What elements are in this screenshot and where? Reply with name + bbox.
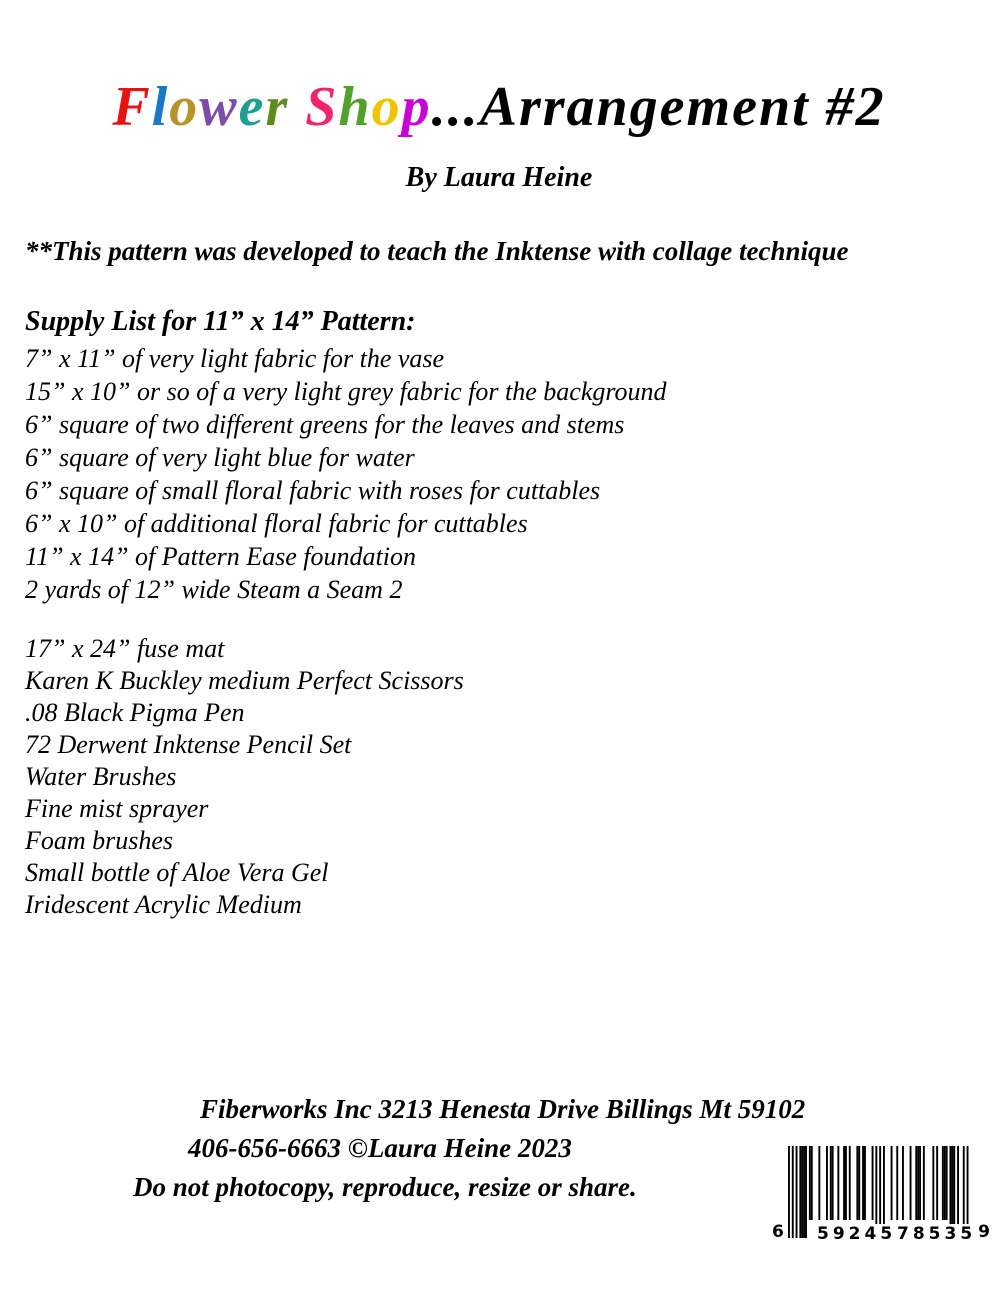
supply-list-item: 2 yards of 12” wide Steam a Seam 2	[25, 575, 403, 604]
supply-list-item: 6” square of very light blue for water	[25, 443, 415, 472]
byline: By Laura Heine	[405, 162, 593, 193]
supply-list-heading: Supply List for 11” x 14” Pattern:	[25, 306, 416, 337]
tools-list-item: Iridescent Acrylic Medium	[25, 890, 302, 919]
title-arrangement-text: ...Arrangement #2	[431, 76, 886, 138]
footer-address: Fiberworks Inc 3213 Henesta Drive Billings Mt 59102	[200, 1094, 806, 1124]
supply-list-item: 6” x 10” of additional floral fabric for cuttables	[25, 509, 528, 538]
upc-barcode	[770, 1144, 992, 1244]
tools-list-section	[25, 633, 975, 921]
barcode-right-digit: 9	[978, 1222, 990, 1242]
supply-list-item: 7” x 11” of very light fabric for the vase	[25, 344, 445, 373]
barcode-right-group: 78535	[897, 1224, 977, 1244]
pattern-note: **This pattern was developed to teach the Inktense with collage technique	[25, 236, 849, 266]
tools-list-item: Small bottle of Aloe Vera Gel	[25, 858, 329, 887]
page-title	[0, 72, 998, 142]
barcode-left-digit: 6	[772, 1222, 784, 1242]
tools-list-item: Fine mist sprayer	[25, 794, 209, 823]
tools-list-item: Karen K Buckley medium Perfect Scissors	[25, 666, 464, 695]
supply-list-item: 15” x 10” or so of a very light grey fabric for the background	[25, 377, 667, 406]
supply-list-item: 6” square of small floral fabric with roses for cuttables	[25, 476, 601, 505]
title-colored-flower-shop: Flower Shop	[112, 76, 432, 138]
tools-list-item: Foam brushes	[25, 826, 174, 855]
supply-list-section	[25, 303, 975, 606]
supply-list-item: 6” square of two different greens for the leaves and stems	[25, 410, 625, 439]
footer-phone-copyright: 406-656-6663 ©Laura Heine 2023	[188, 1133, 572, 1163]
tools-list-item: .08 Black Pigma Pen	[25, 698, 245, 727]
tools-list-item: 17” x 24” fuse mat	[25, 634, 225, 663]
tools-list-item: Water Brushes	[25, 762, 177, 791]
footer-warning: Do not photocopy, reproduce, resize or share.	[133, 1172, 637, 1202]
supply-list-item: 11” x 14” of Pattern Ease foundation	[25, 542, 416, 571]
tools-list-item: 72 Derwent Inktense Pencil Set	[25, 730, 352, 759]
barcode-left-group: 59245	[817, 1224, 897, 1244]
